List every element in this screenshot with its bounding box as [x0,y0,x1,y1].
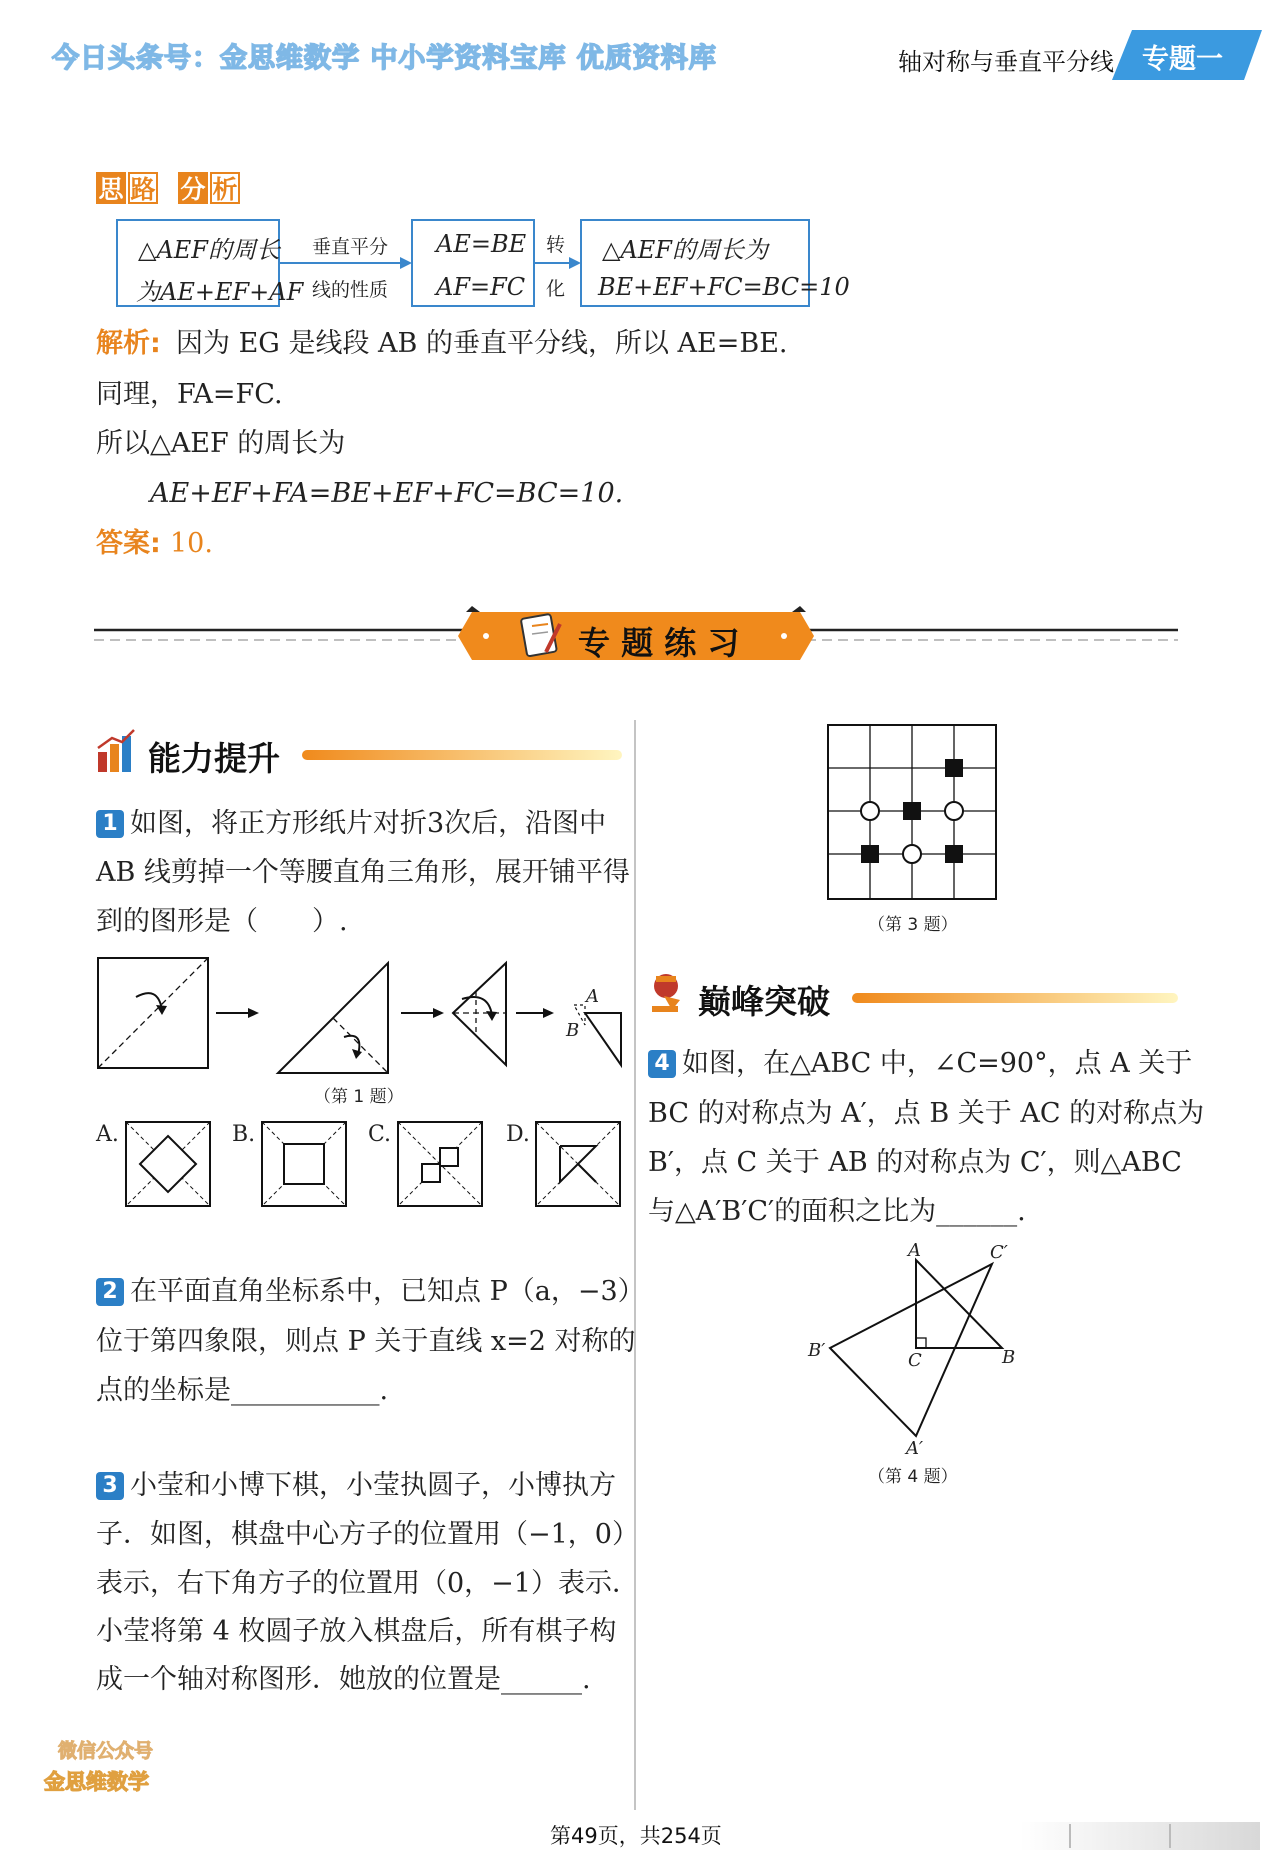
q4-line-2: BC 的对称点为 A′，点 B 关于 AC 的对称点为 [648,1098,1205,1129]
analysis-arrow-2-bottom: 化 [546,278,566,300]
q4-triangle-figure [830,1250,1030,1450]
q4-label-b: B [1002,1347,1016,1368]
q3-line-5: 成一个轴对称图形．她放的位置是______. [96,1664,591,1695]
q1-option-c-label[interactable]: C. [368,1122,392,1147]
analysis-arrow-2-top: 转 [546,234,566,256]
q4-line-3: B′，点 C 关于 AB 的对称点为 C′，则△ABC [648,1147,1182,1178]
analysis-tag-char: 思 [96,172,126,204]
analysis-box-2-line1: AE=BE [436,230,527,258]
solution-line-2: 同理，FA=FC. [96,379,283,410]
analysis-tag-char: 分 [178,172,208,204]
analysis-arrow-2 [535,255,581,271]
q1-option-b-figure[interactable] [260,1120,348,1210]
q2-line-2: 位于第四象限，则点 P 关于直线 x=2 对称的 [96,1326,636,1357]
q1-line-2: AB 线剪掉一个等腰直角三角形，展开铺平得 [96,857,630,888]
q1-number: 1 [96,810,124,838]
q1-label-b: B [566,1020,580,1041]
notebook-icon [520,612,564,660]
analysis-box-2-line2: AF=FC [436,273,526,301]
q1-option-c-figure[interactable] [396,1120,484,1210]
watermark-line-1: 微信公众号 [58,1740,154,1762]
section-peak-title: 巅峰突破 [698,982,830,1021]
q4-label-b1: B′ [808,1340,826,1361]
solution-line-4: AE+EF+FA=BE+EF+FC=BC=10. [150,478,624,509]
watermark-line-2: 金思维数学 [44,1770,149,1794]
page-edge-shadow [1020,1818,1260,1854]
q1-folding-figure [96,955,636,1090]
q1-option-d-label[interactable]: D. [506,1122,530,1147]
analysis-box-3-line2: BE+EF+FC=BC=10 [598,273,850,301]
q4-line-4: 与△A′B′C′的面积之比为______. [648,1196,1026,1227]
solution-label: 解析: [96,328,161,359]
q2-line-1: 2 在平面直角坐标系中，已知点 P（a，−3） [96,1278,645,1306]
q3-line-4: 小莹将第 4 枚圆子放入棋盘后，所有棋子构 [96,1616,617,1647]
q1-option-a-label[interactable]: A. [96,1122,119,1147]
solution-line-3: 所以△AEF 的周长为 [96,428,346,459]
section-ability-bar [302,748,622,762]
analysis-box-1-line2: 为AE+EF+AF [136,278,304,306]
solution-line-1: 因为 EG 是线段 AB 的垂直平分线，所以 AE=BE. [176,328,788,359]
q4-label-a1: A′ [906,1438,924,1459]
q3-line-1: 3 小莹和小博下棋，小莹执圆子，小博执方 [96,1472,616,1500]
q1-line-1: 1 如图，将正方形纸片对折3次后，沿图中 [96,810,606,838]
header-badge: 专题一 [1142,44,1223,75]
q3-chessboard [826,723,998,901]
q4-label-c: C [908,1350,922,1371]
q1-option-a-figure[interactable] [124,1120,212,1210]
q1-option-d-figure[interactable] [534,1120,622,1210]
analysis-box-3-line1: △AEF的周长为 [602,236,768,264]
analysis-arrow-1-bottom: 线的性质 [312,279,389,301]
q3-caption: （第 3 题） [868,915,958,935]
q4-line-1: 4 如图，在△ABC 中，∠C=90°，点 A 关于 [648,1050,1192,1078]
analysis-tag-char: 析 [210,172,240,204]
q1-label-a: A [586,986,599,1007]
page-number: 第49页，共254页 [550,1824,722,1848]
q4-caption: （第 4 题） [868,1467,958,1487]
q4-label-a: A [908,1240,921,1261]
answer-value: 10. [170,528,213,559]
q1-caption: （第 1 题） [314,1087,404,1107]
analysis-arrow-1 [280,255,412,271]
q2-line-3: 点的坐标是___________. [96,1375,389,1406]
header-topic: 轴对称与垂直平分线 [898,48,1114,76]
section-ability-title: 能力提升 [148,739,280,778]
q3-line-3: 表示，右下角方子的位置用（0，−1）表示． [96,1568,639,1599]
analysis-arrow-1-top: 垂直平分 [312,236,389,258]
header-source-text: 今日头条号：金思维数学 中小学资料宝库 优质资料库 [52,43,717,74]
answer-label: 答案: [96,528,161,559]
q4-label-c1: C′ [990,1242,1008,1263]
analysis-tag-char: 路 [128,172,158,204]
q4-number: 4 [648,1050,676,1078]
column-divider [634,720,638,1810]
bar-chart-icon [96,730,138,774]
q2-number: 2 [96,1278,124,1306]
q3-number: 3 [96,1472,124,1500]
q1-line-3: 到的图形是（ ）. [96,906,348,937]
q1-option-b-label[interactable]: B. [232,1122,256,1147]
banner-title: 专 题 练 习 [578,624,740,662]
analysis-box-1-line1: △AEF的周长 [138,236,280,264]
trophy-icon [646,970,688,1014]
section-peak-bar [852,991,1178,1005]
q3-line-2: 子．如图，棋盘中心方子的位置用（−1，0） [96,1519,639,1550]
